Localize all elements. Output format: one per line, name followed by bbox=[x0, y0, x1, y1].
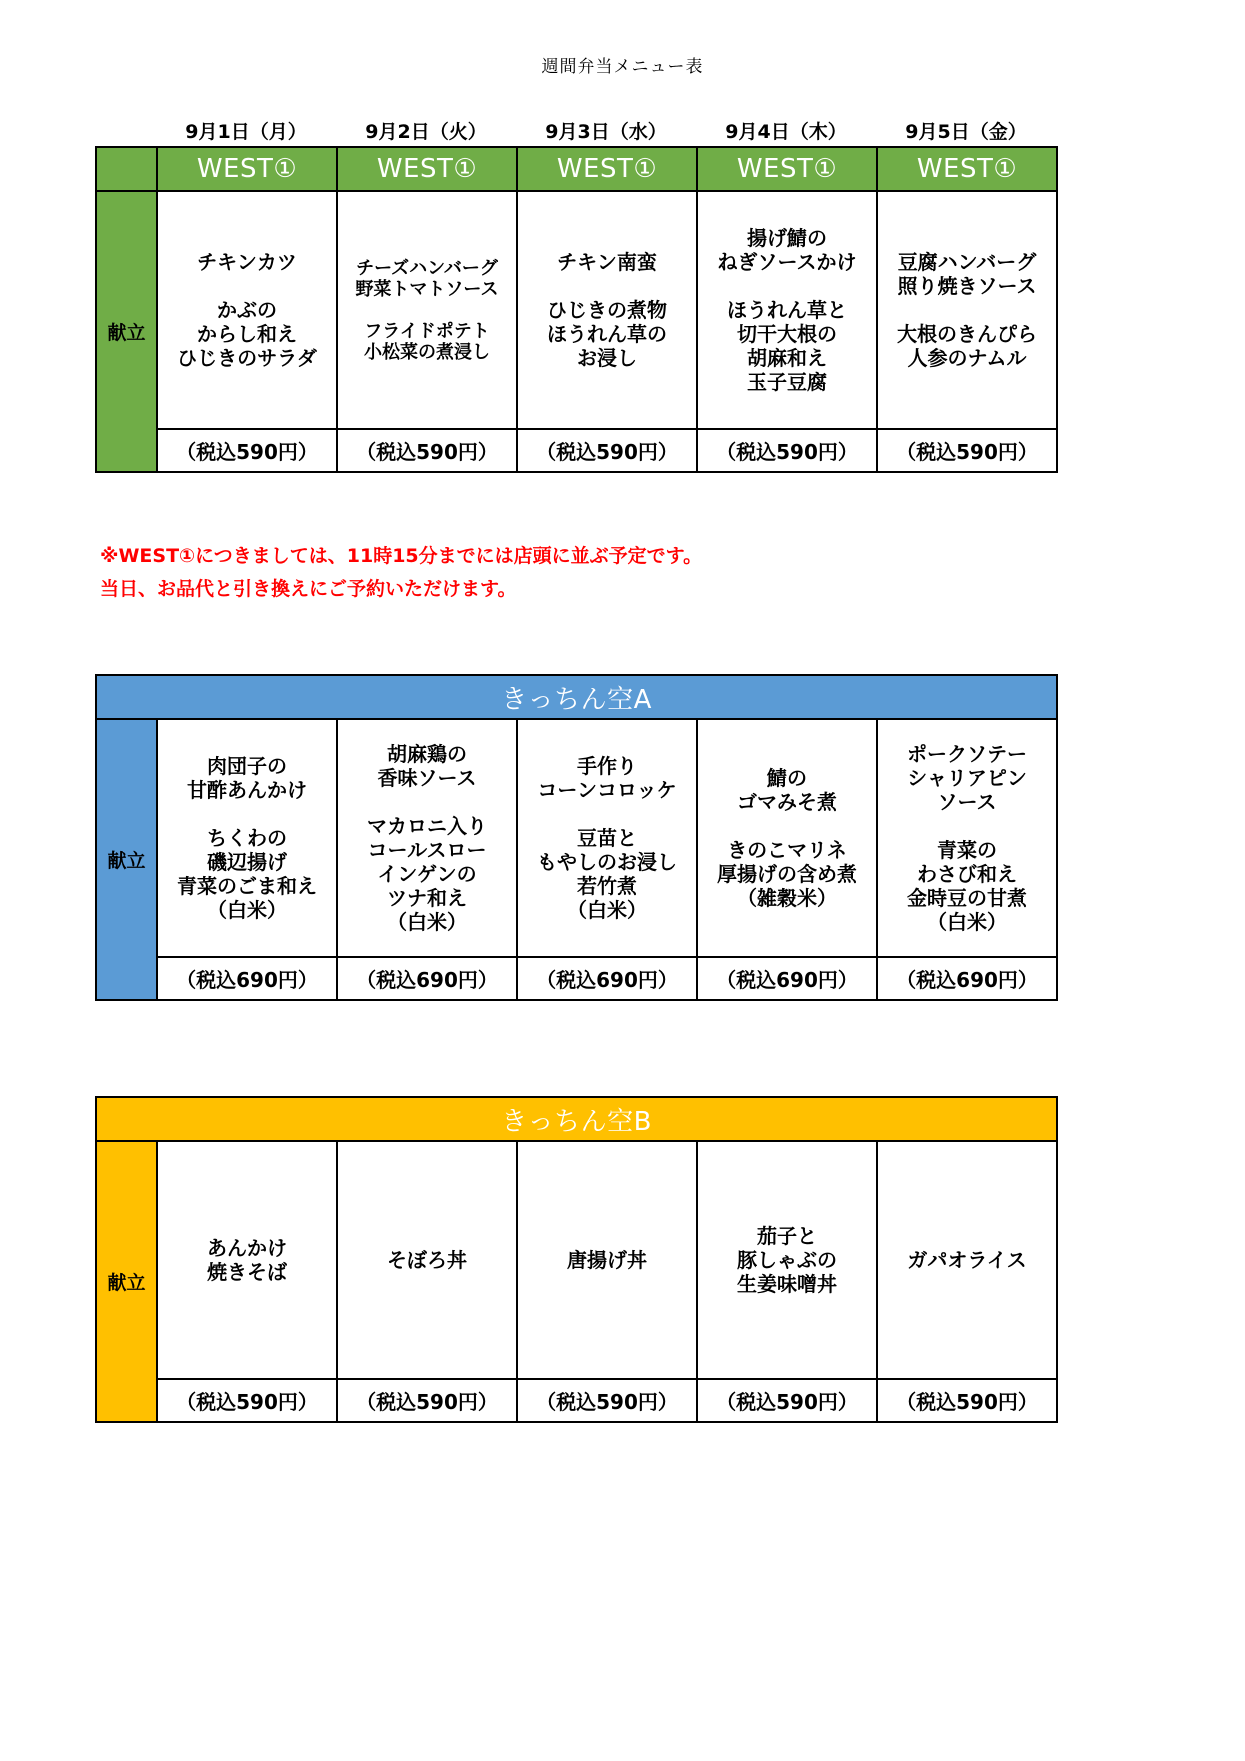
dish-cell: 揚げ鯖の ねぎソースかけ ほうれん草と 切干大根の 胡麻和え 玉子豆腐 bbox=[697, 191, 877, 429]
dish-cell: 唐揚げ丼 bbox=[517, 1141, 697, 1379]
dish-cell: ポークソテー シャリアピン ソース 青菜の わさび和え 金時豆の甘煮 （白米） bbox=[877, 719, 1057, 957]
price-cell: （税込690円） bbox=[697, 957, 877, 1000]
price-cell: （税込590円） bbox=[877, 1379, 1057, 1422]
price-cell: （税込590円） bbox=[157, 1379, 337, 1422]
dish-cell: そぼろ丼 bbox=[337, 1141, 517, 1379]
west-dish-row bbox=[96, 191, 1057, 429]
price-cell: （税込590円） bbox=[877, 429, 1057, 472]
west-menu-table bbox=[95, 146, 1058, 473]
dish-cell: チキンカツ かぶの からし和え ひじきのサラダ bbox=[157, 191, 337, 429]
kitchen-a-menu-table bbox=[95, 674, 1058, 1001]
price-cell: （税込690円） bbox=[517, 957, 697, 1000]
day-label: 9月2日（火） bbox=[365, 121, 487, 143]
kitchen-b-dish-row bbox=[96, 1141, 1057, 1379]
day-label: 9月5日（金） bbox=[905, 121, 1027, 143]
kitchen-a-dish-row bbox=[96, 719, 1057, 957]
price-cell: （税込590円） bbox=[517, 1379, 697, 1422]
dish-cell: 肉団子の 甘酢あんかけ ちくわの 磯辺揚げ 青菜のごま和え （白米） bbox=[157, 719, 337, 957]
kitchen-a-title: きっちん空A bbox=[96, 675, 1057, 719]
kitchen-b-menu-table bbox=[95, 1096, 1058, 1423]
west-header-corner bbox=[96, 147, 157, 191]
notice-line-2: 当日、お品代と引き換えにご予約いただけます。 bbox=[100, 578, 517, 600]
dish-cell: ガパオライス bbox=[877, 1141, 1057, 1379]
dish-cell: あんかけ 焼きそば bbox=[157, 1141, 337, 1379]
kitchen-a-header-row bbox=[96, 675, 1057, 719]
page-title: 週間弁当メニュー表 bbox=[541, 57, 704, 77]
west-header: WEST① bbox=[877, 147, 1057, 191]
day-headers bbox=[156, 117, 1056, 145]
day-label: 9月4日（木） bbox=[725, 121, 847, 143]
notice-line-1: ※WEST①につきましては、11時15分までには店頭に並ぶ予定です。 bbox=[100, 545, 703, 567]
menu-side-label: 献立 bbox=[96, 1141, 157, 1422]
west-price-row bbox=[96, 429, 1057, 472]
dish-cell: 茄子と 豚しゃぶの 生姜味噌丼 bbox=[697, 1141, 877, 1379]
kitchen-b-header-row bbox=[96, 1097, 1057, 1141]
dish-cell: 胡麻鶏の 香味ソース マカロニ入り コールスロー インゲンの ツナ和え （白米） bbox=[337, 719, 517, 957]
kitchen-b-title: きっちん空B bbox=[96, 1097, 1057, 1141]
west-header-row bbox=[96, 147, 1057, 191]
kitchen-a-price-row bbox=[96, 957, 1057, 1000]
dish-cell: チキン南蛮 ひじきの煮物 ほうれん草の お浸し bbox=[517, 191, 697, 429]
day-label: 9月1日（月） bbox=[185, 121, 307, 143]
price-cell: （税込690円） bbox=[877, 957, 1057, 1000]
west-header: WEST① bbox=[517, 147, 697, 191]
price-cell: （税込590円） bbox=[337, 429, 517, 472]
price-cell: （税込590円） bbox=[337, 1379, 517, 1422]
kitchen-b-price-row bbox=[96, 1379, 1057, 1422]
dish-cell: 鯖の ゴマみそ煮 きのこマリネ 厚揚げの含め煮 （雑穀米） bbox=[697, 719, 877, 957]
price-cell: （税込590円） bbox=[697, 429, 877, 472]
price-cell: （税込690円） bbox=[337, 957, 517, 1000]
menu-side-label: 献立 bbox=[96, 191, 157, 472]
dish-cell: チーズハンバーグ 野菜トマトソース フライドポテト 小松菜の煮浸し bbox=[337, 191, 517, 429]
price-cell: （税込590円） bbox=[157, 429, 337, 472]
dish-cell: 豆腐ハンバーグ 照り焼きソース 大根のきんぴら 人参のナムル bbox=[877, 191, 1057, 429]
price-cell: （税込590円） bbox=[697, 1379, 877, 1422]
west-header: WEST① bbox=[337, 147, 517, 191]
west-header: WEST① bbox=[157, 147, 337, 191]
dish-cell: 手作り コーンコロッケ 豆苗と もやしのお浸し 若竹煮 （白米） bbox=[517, 719, 697, 957]
price-cell: （税込590円） bbox=[517, 429, 697, 472]
menu-side-label: 献立 bbox=[96, 719, 157, 1000]
day-label: 9月3日（水） bbox=[545, 121, 667, 143]
west-header: WEST① bbox=[697, 147, 877, 191]
price-cell: （税込690円） bbox=[157, 957, 337, 1000]
